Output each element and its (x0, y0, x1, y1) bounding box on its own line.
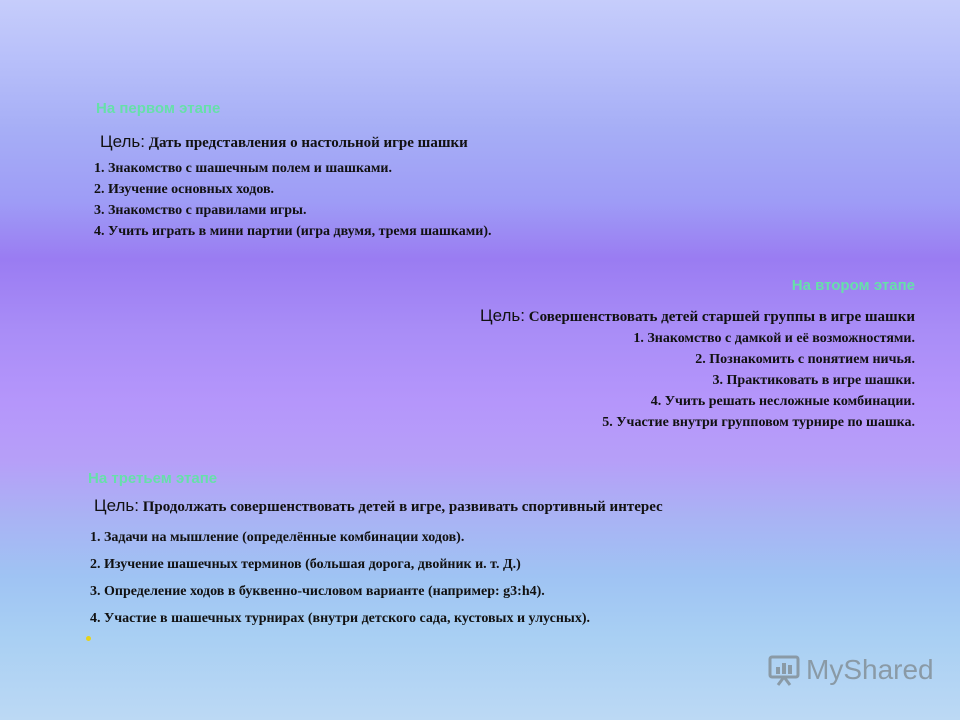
list-item: 3. Определение ходов в буквенно-числовом варианте (например: g3:h4). (90, 584, 545, 599)
stage3-list (90, 524, 590, 632)
bullet-dot (86, 636, 91, 641)
list-item: 2. Изучение шашечных терминов (большая дорога, двойник и. т. Д.) (90, 557, 521, 572)
list-item: 1. Задачи на мышление (определённые комбинации ходов). (90, 530, 465, 545)
watermark-logo (768, 654, 934, 686)
stage2-goal-text: Совершенствовать детей старшей группы в игре шашки (525, 309, 915, 325)
watermark-text: MyShared (806, 654, 934, 685)
list-item: 4. Учить играть в мини партии (игра двумя, тремя шашками). (94, 224, 492, 239)
stage2-goal (480, 306, 915, 326)
stage1-goal-label: Цель: (100, 132, 145, 151)
stage2-list (602, 328, 915, 433)
list-item: 4. Участие в шашечных турнирах (внутри детского сада, кустовых и улусных). (90, 611, 591, 626)
list-item: 2. Познакомить с понятием ничья. (695, 352, 915, 367)
list-item: 1. Знакомство с дамкой и её возможностями. (633, 331, 915, 346)
list-item: 1. Знакомство с шашечным полем и шашками. (94, 161, 392, 176)
stage1-heading: На первом этапе (96, 100, 221, 117)
list-item: 2. Изучение основных ходов. (94, 182, 275, 197)
presentation-icon (768, 654, 802, 686)
stage2-goal-label: Цель: (480, 306, 525, 325)
stage1-goal (100, 132, 468, 152)
stage1-goal-text: Дать представления о настольной игре шашки (144, 135, 468, 151)
stage3-goal-label: Цель: (94, 496, 139, 515)
stage1-list (94, 158, 492, 242)
list-item: 3. Знакомство с правилами игры. (94, 203, 307, 218)
list-item: 3. Практиковать в игре шашки. (712, 373, 915, 388)
stage3-goal (94, 496, 663, 516)
list-item: 5. Участие внутри групповом турнире по шашка. (602, 415, 915, 430)
stage3-heading: На третьем этапе (88, 470, 218, 487)
list-item: 4. Учить решать несложные комбинации. (650, 394, 915, 409)
stage3-goal-text: Продолжать совершенствовать детей в игре, развивать спортивный интерес (138, 499, 663, 515)
stage2-heading: На втором этапе (791, 277, 915, 294)
